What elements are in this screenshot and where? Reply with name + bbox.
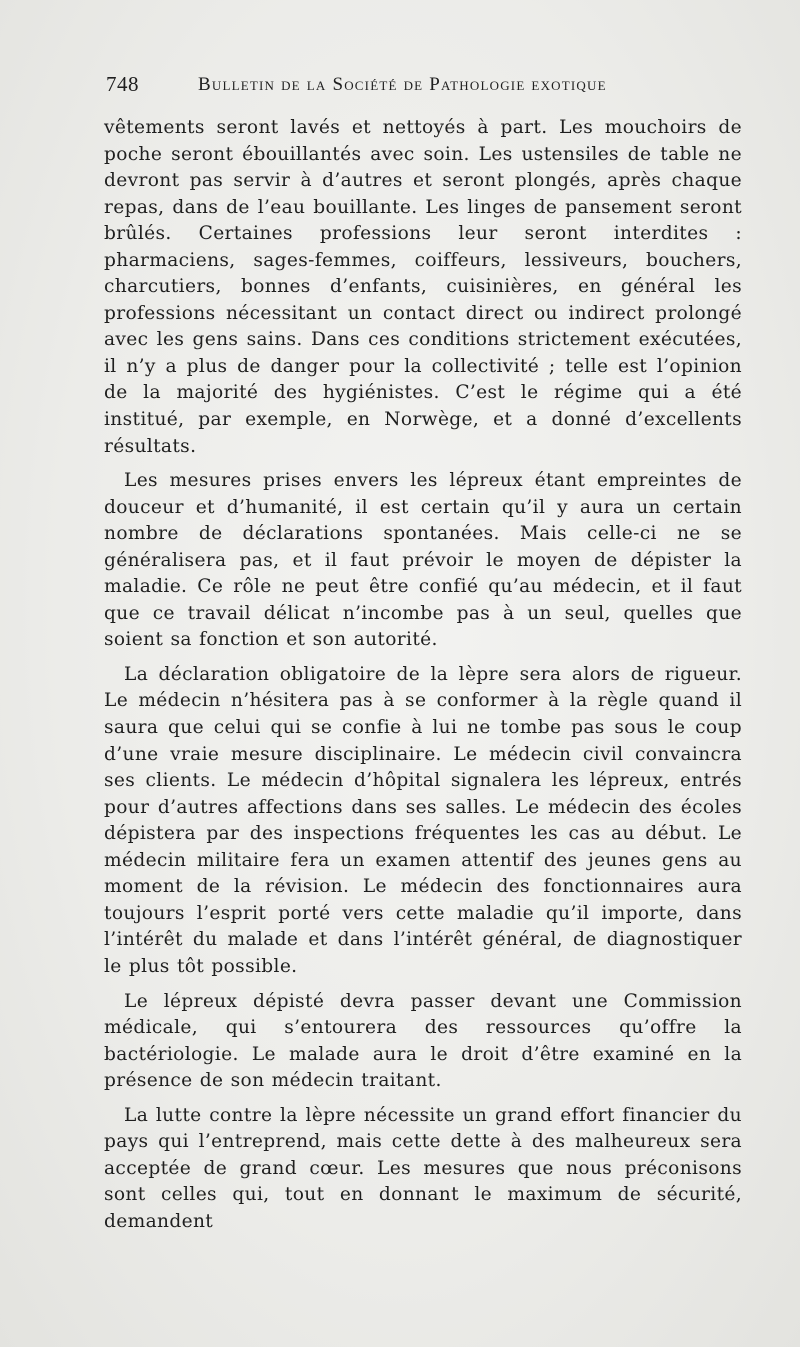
paragraph: La déclaration obligatoire de la lèpre sera alors de rigueur. Le médecin n’hésitera pas à se conformer à la règle quand il saura que celui qui se confie à lui ne tombe pas sous le coup d’une vraie mesure disciplinaire. Le médecin civil convaincra ses clients. Le médecin d’hôpital signalera les lépreux, entrés pour d’autres affections dans ses salles. Le médecin des écoles dépistera par des inspections fréquentes les cas au début. Le médecin militaire fera un examen attentif des jeunes gens au moment de la révision. Le médecin des fonctionnaires aura toujours l’esprit porté vers cette maladie qu’il importe, dans l’intérêt du malade et dans l’intérêt général, de diagnostiquer le plus tôt possible. <box>104 663 742 977</box>
running-title: Bulletin de la Société de Pathologie exotique <box>198 74 607 95</box>
page-header <box>106 72 746 102</box>
paragraph: vêtements seront lavés et nettoyés à part. Les mouchoirs de poche seront ébouillantés avec soin. Les ustensiles de table ne devront pas servir à d’autres et seront plongés, après chaque repas, dans de l’eau bouillante. Les linges de pansement seront brûlés. Certaines professions leur seront interdites : pharmaciens, sages-femmes, coiffeurs, lessiveurs, bouchers, charcutiers, bonnes d’enfants, cuisinières, en général les professions nécessitant un contact direct ou indirect prolongé avec les gens sains. Dans ces conditions strictement exécutées, il n’y a plus de danger pour la collectivité ; telle est l’opinion de la majorité des hygiénistes. C’est le régime qui a été institué, par exemple, en Norwège, et a donné d’excellents résultats. <box>104 117 742 457</box>
paragraph: Les mesures prises envers les lépreux étant empreintes de douceur et d’humanité, il est certain qu’il y aura un certain nombre de déclarations spontanées. Mais celle-ci ne se généralisera pas, et il faut prévoir le moyen de dépister la maladie. Ce rôle ne peut être confié qu’au médecin, et il faut que ce travail délicat n’incombe pas à un seul, quelles que soient sa fonction et son autorité. <box>104 470 742 651</box>
body-text <box>104 115 742 1243</box>
page-number: 748 <box>106 72 139 96</box>
paragraph: La lutte contre la lèpre nécessite un grand effort financier du pays qui l’entreprend, mais cette dette à des malheureux sera acceptée de grand cœur. Les mesures que nous préconisons sont celles qui, tout en donnant le maximum de sécurité, demandent <box>104 1104 742 1232</box>
paragraph: Le lépreux dépisté devra passer devant une Commission médicale, qui s’entourera des ressources qu’offre la bactériologie. Le malade aura le droit d’être examiné en la présence de son médecin traitant. <box>104 990 742 1092</box>
